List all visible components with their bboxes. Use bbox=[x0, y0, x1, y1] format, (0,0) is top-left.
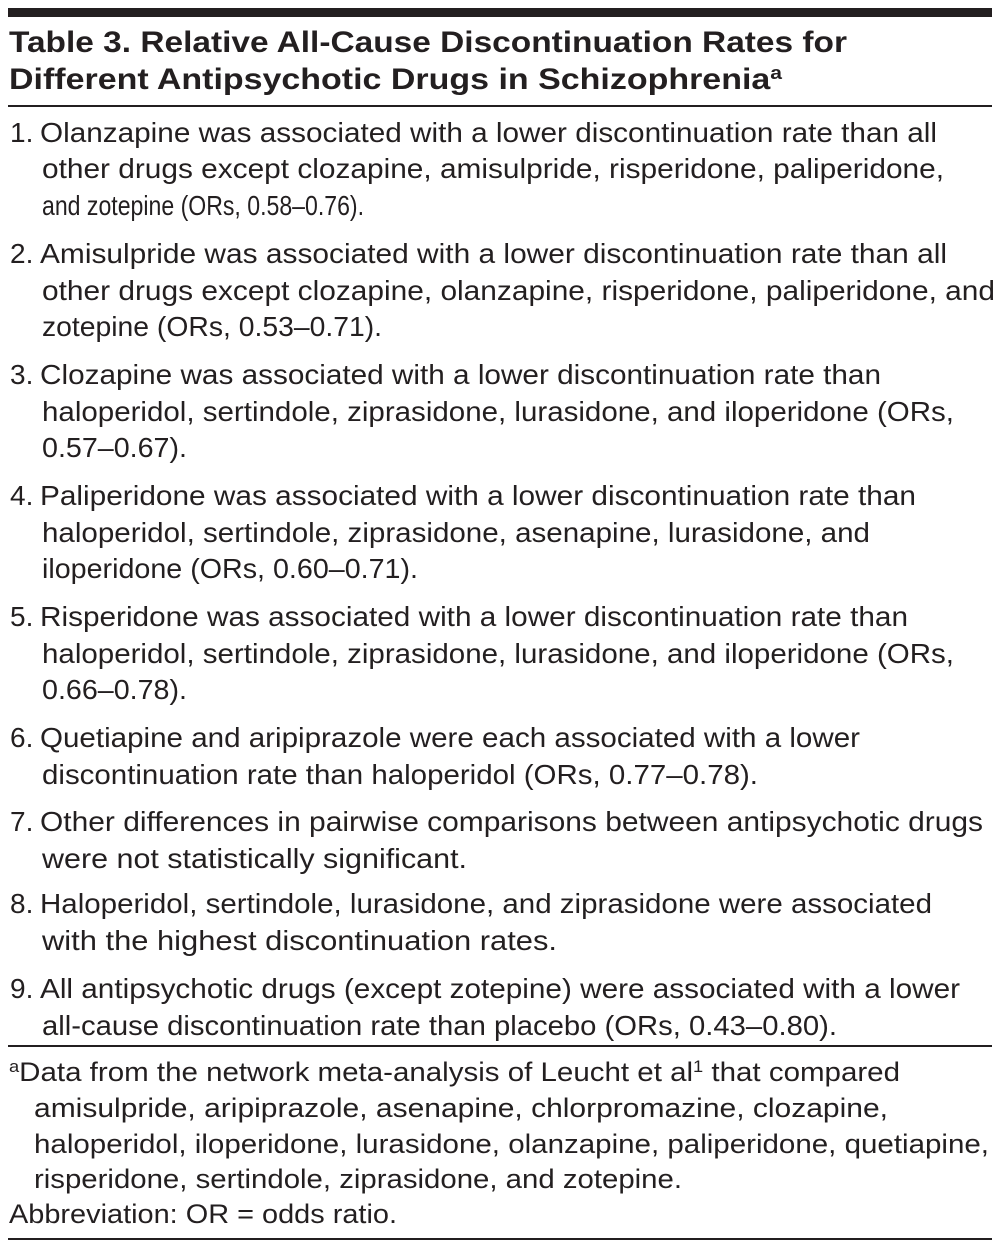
list-item-line: 0.66–0.78). bbox=[42, 674, 187, 705]
list-item-number: 8. bbox=[10, 888, 34, 919]
list-item-number: 6. bbox=[10, 722, 34, 753]
table-title-line-1: Table 3. Relative All-Cause Discontinuation Rates for bbox=[9, 26, 847, 59]
list-item-line: and zotepine (ORs, 0.58–0.76). bbox=[42, 190, 364, 221]
list-item-line: haloperidol, sertindole, ziprasidone, lurasidone, and iloperidone (ORs, bbox=[42, 638, 954, 669]
list-item-number: 7. bbox=[10, 806, 34, 837]
list-item-line: Risperidone was associated with a lower discontinuation rate than bbox=[40, 601, 909, 632]
footnote-text: Data from the network meta-analysis of Leucht et al bbox=[19, 1057, 694, 1087]
list-item-line: Amisulpride was associated with a lower discontinuation rate than all bbox=[40, 238, 947, 269]
list-item-line: other drugs except clozapine, olanzapine, risperidone, paliperidone, and bbox=[42, 275, 995, 306]
footnote-a-line: amisulpride, aripiprazole, asenapine, chlorpromazine, clozapine, bbox=[34, 1093, 888, 1123]
list-item-line: zotepine (ORs, 0.53–0.71). bbox=[42, 311, 382, 342]
list-item-number: 3. bbox=[10, 359, 34, 390]
title-rule bbox=[8, 105, 992, 107]
footnote-rule bbox=[8, 1045, 992, 1047]
top-thick-rule bbox=[8, 8, 992, 17]
bottom-rule bbox=[8, 1238, 992, 1240]
list-item-line: all-cause discontinuation rate than placebo (ORs, 0.43–0.80). bbox=[42, 1010, 838, 1041]
footnote-a-line: haloperidol, iloperidone, lurasidone, olanzapine, paliperidone, quetiapine, bbox=[34, 1129, 989, 1159]
list-item-line: haloperidol, sertindole, ziprasidone, asenapine, lurasidone, and bbox=[42, 517, 870, 548]
table-title-line-2 bbox=[9, 61, 782, 96]
list-item-line: haloperidol, sertindole, ziprasidone, lurasidone, and iloperidone (ORs, bbox=[42, 396, 954, 427]
list-item-number: 2. bbox=[10, 238, 34, 269]
table-title-text: Different Antipsychotic Drugs in Schizophrenia bbox=[9, 63, 771, 96]
list-item-number: 1. bbox=[10, 117, 34, 148]
list-item-line: Quetiapine and aripiprazole were each associated with a lower bbox=[40, 722, 861, 753]
list-item-line: Paliperidone was associated with a lower discontinuation rate than bbox=[40, 480, 917, 511]
list-item-line: Clozapine was associated with a lower discontinuation rate than bbox=[40, 359, 881, 390]
reference-number: 1 bbox=[693, 1056, 704, 1076]
title-footnote-marker: a bbox=[770, 61, 782, 83]
list-item-line: Other differences in pairwise comparisons between antipsychotic drugs bbox=[40, 806, 983, 837]
footnote-marker: a bbox=[9, 1056, 20, 1076]
list-item-line: All antipsychotic drugs (except zotepine) were associated with a lower bbox=[40, 973, 960, 1004]
list-item-line: 0.57–0.67). bbox=[42, 432, 187, 463]
list-item-number: 9. bbox=[10, 973, 34, 1004]
list-item-number: 4. bbox=[10, 480, 34, 511]
footnote-a-line: risperidone, sertindole, ziprasidone, and zotepine. bbox=[34, 1164, 682, 1194]
abbreviation-note: Abbreviation: OR = odds ratio. bbox=[9, 1199, 397, 1229]
list-item-line: other drugs except clozapine, amisulpride, risperidone, paliperidone, bbox=[42, 153, 944, 184]
list-item-line: with the highest discontinuation rates. bbox=[42, 925, 557, 956]
list-item-line: Haloperidol, sertindole, lurasidone, and ziprasidone were associated bbox=[40, 888, 932, 919]
footnote-a-line bbox=[9, 1056, 901, 1087]
footnote-text: that compared bbox=[703, 1057, 901, 1087]
list-item-line: discontinuation rate than haloperidol (ORs, 0.77–0.78). bbox=[42, 759, 758, 790]
list-item-line: Olanzapine was associated with a lower discontinuation rate than all bbox=[40, 117, 937, 148]
list-item-line: were not statistically significant. bbox=[42, 843, 468, 874]
list-item-line: iloperidone (ORs, 0.60–0.71). bbox=[42, 553, 418, 584]
list-item-number: 5. bbox=[10, 601, 34, 632]
